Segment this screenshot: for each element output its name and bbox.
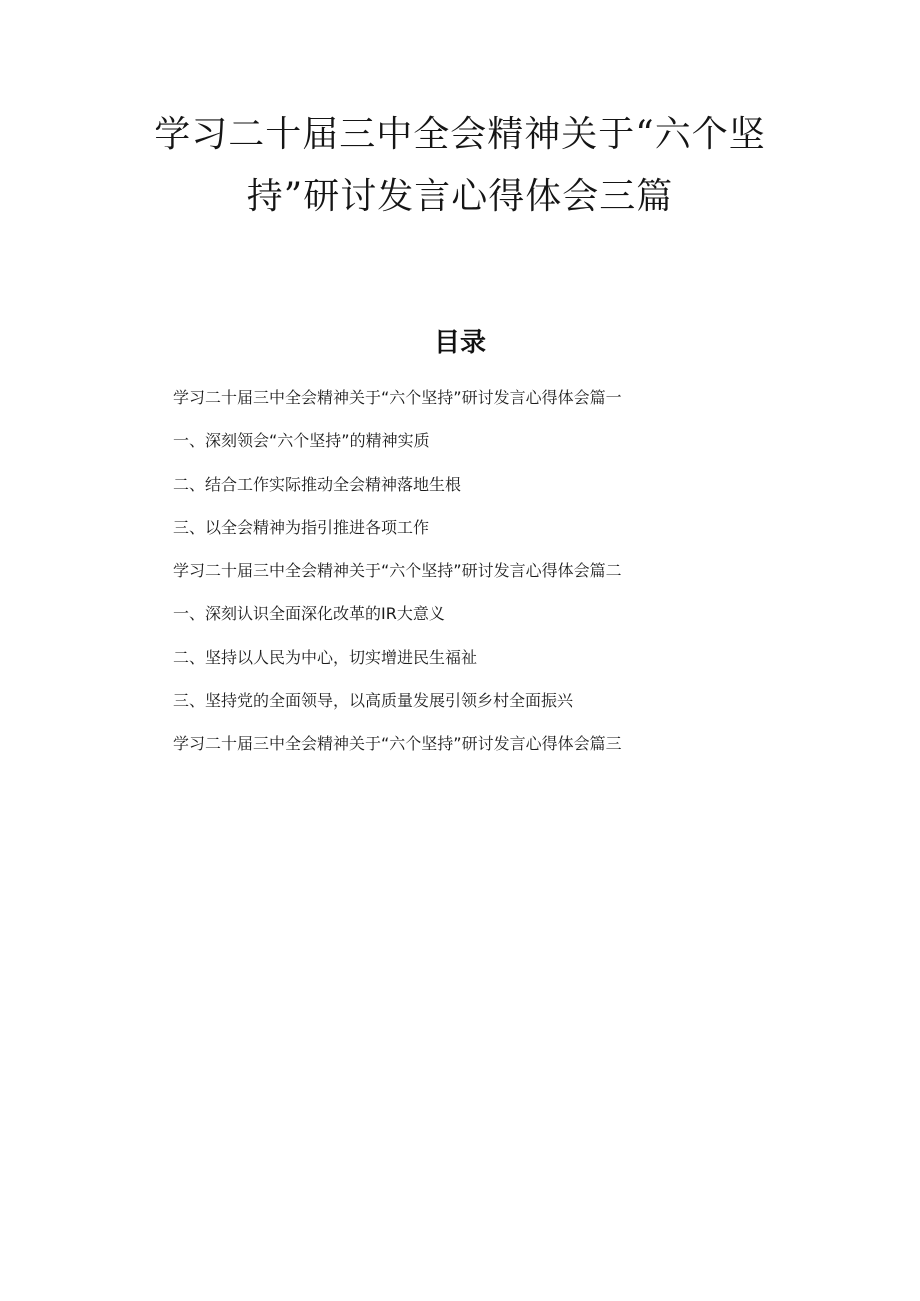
toc-entry-2-1[interactable]: 一、深刻认识全面深化改革的IR大意义 xyxy=(173,604,445,624)
toc-entry-1-1[interactable]: 一、深刻领会“六个坚持”的精神实质 xyxy=(173,431,430,451)
toc-entry-2-3[interactable]: 三、坚持党的全面领导，以高质量发展引领乡村全面振兴 xyxy=(173,691,574,711)
toc-heading: 目录 xyxy=(433,328,486,358)
toc-entry-part-1[interactable]: 学习二十届三中全会精神关于“六个坚持”研讨发言心得体会篇一 xyxy=(173,388,622,407)
document-title-line-2: 持”研讨发言心得体会三篇 xyxy=(246,176,674,217)
toc-entry-1-3[interactable]: 三、以全会精神为指引推进各项工作 xyxy=(173,517,430,537)
table-of-contents xyxy=(173,384,773,774)
toc-entry-2-2[interactable]: 二、坚持以人民为中心，切实增进民生福祉 xyxy=(173,647,478,667)
toc-entry-1-2[interactable]: 二、结合工作实际推动全会精神落地生根 xyxy=(173,474,462,494)
document-title xyxy=(150,104,770,228)
document-title-line-1: 学习二十届三中全会精神关于“六个坚 xyxy=(154,114,766,155)
toc-entry-part-2[interactable]: 学习二十届三中全会精神关于“六个坚持”研讨发言心得体会篇二 xyxy=(173,561,622,581)
toc-entry-part-3[interactable]: 学习二十届三中全会精神关于“六个坚持”研讨发言心得体会篇三 xyxy=(173,734,622,754)
